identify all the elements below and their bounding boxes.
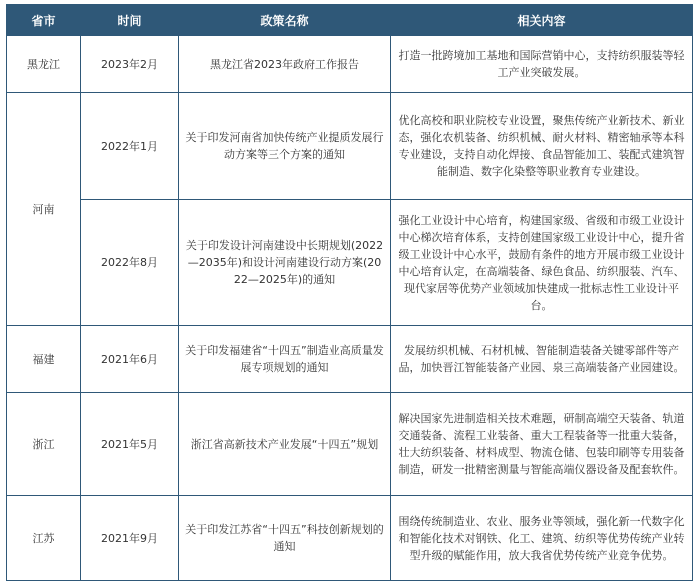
date-cell: 2021年9月: [81, 496, 179, 581]
table-row: [7, 93, 693, 200]
province-cell: 黑龙江: [7, 36, 81, 93]
province-cell: 浙江: [7, 393, 81, 496]
policy-name-cell: 关于印发江苏省“十四五”科技创新规划的通知: [179, 496, 391, 581]
date-cell: 2023年2月: [81, 36, 179, 93]
table-row: [7, 393, 693, 496]
date-cell: 2022年1月: [81, 93, 179, 200]
header-policy-name: 政策名称: [179, 5, 391, 36]
province-cell: 江苏: [7, 496, 81, 581]
policy-table-container: [6, 4, 692, 581]
policy-name-cell: 浙江省高新技术产业发展“十四五”规划: [179, 393, 391, 496]
header-date: 时间: [81, 5, 179, 36]
policy-name-cell: 黑龙江省2023年政府工作报告: [179, 36, 391, 93]
date-cell: 2021年5月: [81, 393, 179, 496]
content-cell: 围绕传统制造业、农业、服务业等领域，强化新一代数字化和智能化技术对钢铁、化工、建筑、纺织等优势传统产业转型升级的赋能作用，放大我省优势传统产业竞争优势。: [391, 496, 693, 581]
policy-name-cell: 关于印发福建省“十四五”制造业高质量发展专项规划的通知: [179, 326, 391, 393]
table-row: [7, 496, 693, 581]
table-row: [7, 36, 693, 93]
policy-name-cell: 关于印发设计河南建设中长期规划(2022—2035年)和设计河南建设行动方案(2022—2025年)的通知: [179, 200, 391, 326]
policy-table: [6, 4, 693, 581]
content-cell: 强化工业设计中心培育，构建国家级、省级和市级工业设计中心梯次培育体系，支持创建国家级工业设计中心，提升省级工业设计中心水平，鼓励有条件的地方开展市级工业设计中心培育认定，在高端装备、绿色食品、纺织服装、汽车、现代家居等优势产业领域加快建成一批标志性工业设计平台。: [391, 200, 693, 326]
content-cell: 优化高校和职业院校专业设置，聚焦传统产业新技术、新业态，强化农机装备、纺织机械、耐火材料、精密轴承等本科专业建设，支持自动化焊接、食品智能加工、装配式建筑智能制造、数字化染整等职业教育专业建设。: [391, 93, 693, 200]
policy-name-cell: 关于印发河南省加快传统产业提质发展行动方案等三个方案的通知: [179, 93, 391, 200]
province-cell: 河南: [7, 93, 81, 326]
content-cell: 解决国家先进制造相关技术难题，研制高端空天装备、轨道交通装备、流程工业装备、重大工程装备等一批重大装备，壮大纺织装备、材料成型、物流仓储、包装印刷等专用装备制造，研发一批精密测量与智能高端仪器设备及配套软件。: [391, 393, 693, 496]
table-row: [7, 326, 693, 393]
date-cell: 2021年6月: [81, 326, 179, 393]
content-cell: 打造一批跨境加工基地和国际营销中心，支持纺织服装等轻工产业突破发展。: [391, 36, 693, 93]
content-cell: 发展纺织机械、石材机械、智能制造装备关键零部件等产品，加快晋江智能装备产业园、泉三高端装备产业园建设。: [391, 326, 693, 393]
header-province: 省市: [7, 5, 81, 36]
province-cell: 福建: [7, 326, 81, 393]
table-header-row: [7, 5, 693, 36]
date-cell: 2022年8月: [81, 200, 179, 326]
table-row: [7, 200, 693, 326]
header-content: 相关内容: [391, 5, 693, 36]
